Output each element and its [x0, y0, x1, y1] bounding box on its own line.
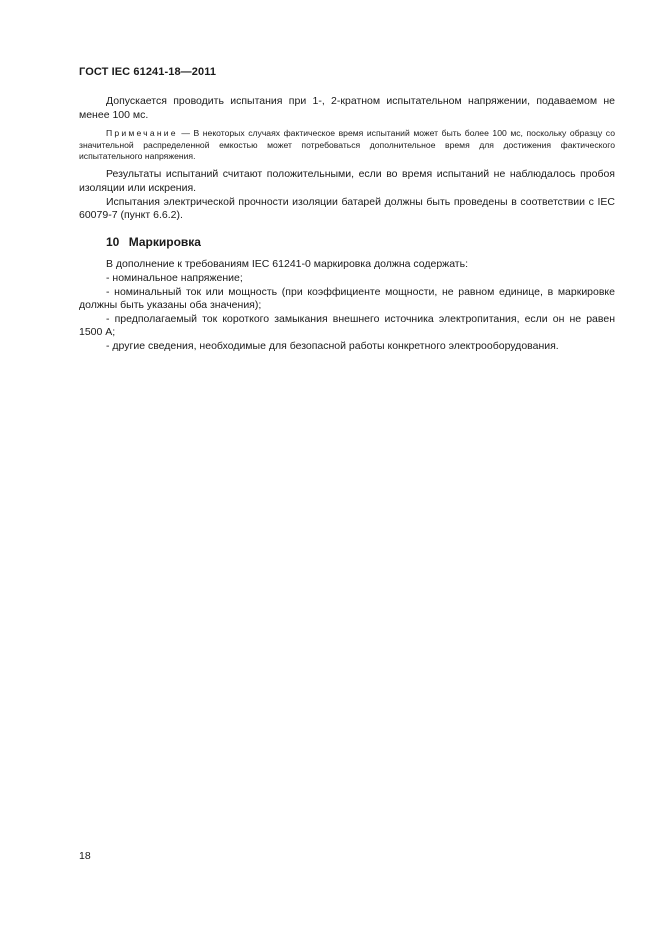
- section-title: Маркировка: [128, 234, 201, 249]
- note-text: — В некоторых случаях фактическое время испытаний может быть более 100 мс, поскольку образцу со значительной распределенной емкостью может потребоваться дополнительное время для достижения фактического испытательного напряжения.: [79, 128, 615, 161]
- marking-item: - другие сведения, необходимые для безопасной работы конкретного электрооборудования.: [106, 339, 559, 352]
- page-content: [79, 95, 615, 354]
- marking-item: - номинальный ток или мощность (при коэффициенте мощности, не равном единице, в маркировке должны быть указаны оба значения);: [79, 285, 615, 312]
- paragraph-test-voltage: Допускается проводить испытания при 1-, 2-кратном испытательном напряжении, подаваемом не менее 100 мс.: [79, 95, 615, 121]
- page-number: 18: [79, 850, 91, 862]
- paragraph-test-results: Результаты испытаний считают положительными, если во время испытаний не наблюдалось пробоя изоляции или искрения.: [79, 168, 615, 194]
- document-header: ГОСТ IEC 61241-18—2011: [79, 66, 217, 78]
- section-number: 10: [106, 234, 120, 249]
- note: [79, 128, 615, 162]
- paragraph-battery-insulation: Испытания электрической прочности изоляции батарей должны быть проведены в соответствии с IEC 60079-7 (пункт 6.6.2).: [79, 195, 615, 222]
- marking-item: - предполагаемый ток короткого замыкания внешнего источника электропитания, если он не равен 1500 А;: [79, 312, 615, 339]
- marking-item: - номинальное напряжение;: [106, 271, 243, 284]
- marking-intro: В дополнение к требованиям IEC 61241-0 маркировка должна содержать:: [106, 258, 469, 271]
- section-heading: [106, 236, 615, 250]
- note-label: Примечание: [106, 128, 178, 139]
